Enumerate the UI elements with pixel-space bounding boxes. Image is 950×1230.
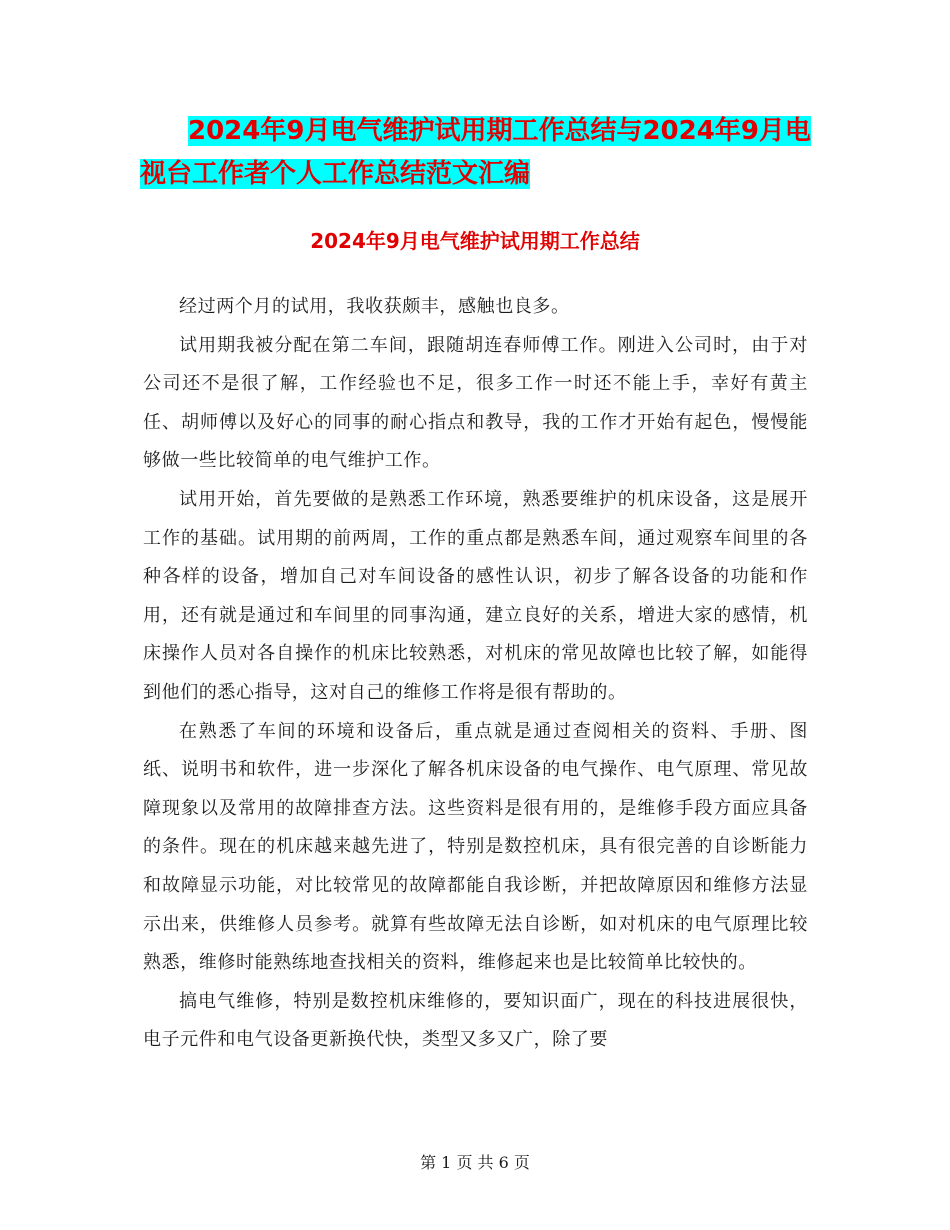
paragraph: 在熟悉了车间的环境和设备后，重点就是通过查阅相关的资料、手册、图纸、说明书和软件，进一步深化了解各机床设备的电气操作、电气原理、常见故障现象以及常用的故障排查方法。这些资料是很有用的，是维修手段方面应具备的条件。现在的机床越来越先进了，特别是数控机床，具有很完善的自诊断能力和故障显示功能，对比较常见的故障都能自我诊断，并把故障原因和维修方法显示出来，供维修人员参考。就算有些故障无法自诊断，如对机床的电气原理比较熟悉，维修时能熟练地查找相关的资料，维修起来也是比较简单比较快的。 <box>143 720 808 974</box>
paragraph: 试用开始，首先要做的是熟悉工作环境，熟悉要维护的机床设备，这是展开工作的基础。试用期的前两周，工作的重点都是熟悉车间，通过观察车间里的各种各样的设备，增加自己对车间设备的感性认识，初步了解各设备的功能和作用，还有就是通过和车间里的同事沟通，建立良好的关系，增进大家的感情，机床操作人员对各自操作的机床比较熟悉，对机床的常见故障也比较了解，如能得到他们的悉心指导，这对自己的维修工作将是很有帮助的。 <box>143 488 808 703</box>
body-text <box>143 288 808 1060</box>
paragraph: 试用期我被分配在第二车间，跟随胡连春师傅工作。刚进入公司时，由于对公司还不是很了解，工作经验也不足，很多工作一时还不能上手，幸好有黄主任、胡师傅以及好心的同事的耐心指点和教导，我的工作才开始有起色，慢慢能够做一些比较简单的电气维护工作。 <box>143 334 808 472</box>
title-highlight-2: 视台工作者个人工作总结范文汇编 <box>140 159 531 189</box>
paragraph: 经过两个月的试用，我收获颇丰，感触也良多。 <box>179 296 570 317</box>
page-footer: 第 1 页 共 6 页 <box>420 1153 530 1172</box>
title-highlight-1: 2024年9月电气维护试用期工作总结与2024年9月电 <box>188 116 811 146</box>
paragraph: 搞电气维修，特别是数控机床维修的，要知识面广，现在的科技进展很快，电子元件和电气设备更新换代快，类型又多又广，除了要 <box>143 990 808 1051</box>
document-title-line-2 <box>140 153 820 196</box>
section-title: 2024年9月电气维护试用期工作总结 <box>310 229 640 253</box>
document-title-line-1 <box>140 110 820 153</box>
document-title <box>140 110 820 196</box>
